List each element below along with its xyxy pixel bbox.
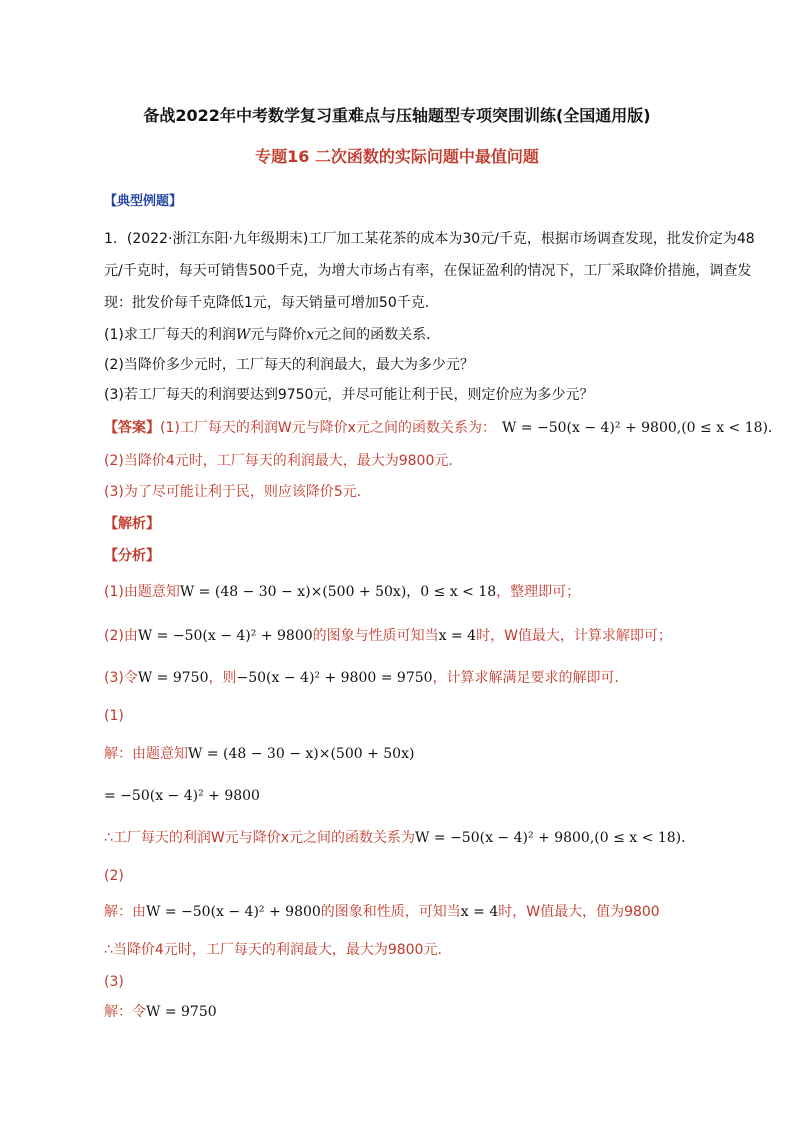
solution-3-text-a: 解：令 — [104, 1004, 146, 1020]
problem-line-2: 元/千克时，每天可销售500千克，为增大市场占有率，在保证盈利的情况下，工厂采取降价措施，调查发 — [104, 263, 752, 279]
question-1-var-x: x — [306, 327, 315, 343]
solution-part-1-label: (1) — [104, 708, 124, 724]
solution-1-line-1 — [104, 744, 414, 764]
fenxi-line-3 — [104, 668, 629, 688]
question-1-var-w: W — [235, 327, 251, 343]
fenxi-3-text-a: (3)令 — [104, 670, 138, 686]
answer-line-1 — [104, 418, 782, 438]
answer-1-text: (1)工厂每天的利润W元与降价x元之间的函数关系为： — [160, 420, 496, 436]
solution-1-line-2: = −50(x − 4)² + 9800 — [104, 788, 260, 804]
section-label: 【典型例题】 — [104, 194, 183, 209]
question-1-text-c: 元之间的函数关系． — [314, 327, 441, 343]
fenxi-1-text-a: (1)由题意知 — [104, 584, 180, 600]
fenxi-3-formula-2: −50(x − 4)² + 9800 = 9750 — [236, 670, 433, 686]
solution-1-formula: W = (48 − 30 − x)×(500 + 50x) — [188, 746, 415, 762]
fenxi-1-text-b: ，整理即可； — [496, 584, 581, 600]
fenxi-2-text-b: 的图象与性质可知当 — [312, 628, 439, 644]
solution-2-text-b: 的图象和性质，可知当 — [320, 904, 461, 920]
answer-1-formula: W = −50(x − 4)² + 9800,(0 ≤ x < 18)． — [501, 420, 783, 436]
solution-3-line-1 — [104, 1002, 217, 1022]
fenxi-2-text-a: (2)由 — [104, 628, 138, 644]
question-1-text-a: (1)求工厂每天的利润 — [104, 327, 236, 343]
fenxi-line-1 — [104, 582, 580, 602]
solution-3-formula: W = 9750 — [146, 1004, 217, 1020]
answer-label: 【答案】 — [104, 420, 160, 436]
fenxi-1-formula: W = (48 − 30 − x)×(500 + 50x)，0 ≤ x < 18 — [179, 584, 497, 600]
fenxi-line-2 — [104, 626, 672, 646]
fenxi-2-text-d: 时，W值最大，计算求解即可； — [476, 628, 672, 644]
question-2: (2)当降价多少元时，工厂每天的利润最大，最大为多少元？ — [104, 357, 474, 373]
solution-2-formula: W = −50(x − 4)² + 9800 — [146, 904, 321, 920]
solution-1-concl-formula: W = −50(x − 4)² + 9800,(0 ≤ x < 18)． — [415, 830, 696, 846]
solution-2-conclusion: ∴当降价4元时，工厂每天的利润最大，最大为9800元． — [104, 942, 452, 958]
fenxi-2-formula: W = −50(x − 4)² + 9800 — [137, 628, 313, 644]
question-1-text-b: 元与降价 — [250, 327, 307, 343]
answer-line-3: (3)为了尽可能让利于民，则应该降价5元． — [104, 484, 371, 500]
solution-1-text-a: 解：由题意知 — [104, 746, 188, 762]
fenxi-3-text-c: ，计算求解满足要求的解即可． — [432, 670, 629, 686]
answer-line-2: (2)当降价4元时，工厂每天的利润最大，最大为9800元． — [104, 453, 463, 469]
solution-2-text-d: 时，W值最大，值为9800 — [498, 904, 660, 920]
solution-part-3-label: (3) — [104, 974, 124, 990]
fenxi-label: 【分析】 — [104, 548, 160, 564]
document-title: 备战2022年中考数学复习重难点与压轴题型专项突围训练(全国通用版) — [143, 106, 651, 125]
solution-2-x: x = 4 — [460, 904, 499, 920]
fenxi-2-x: x = 4 — [438, 628, 477, 644]
solution-2-text-a: 解：由 — [104, 904, 146, 920]
problem-line-1: 1．(2022·浙江东阳·九年级期末)工厂加工某花茶的成本为30元/千克，根据市场调查发现，批发价定为48 — [104, 231, 755, 247]
problem-line-3: 现：批发价每千克降低1元，每天销量可增加50千克． — [104, 295, 439, 311]
question-1 — [104, 325, 440, 345]
solution-1-conclusion — [104, 828, 695, 848]
solution-1-concl-text: ∴工厂每天的利润W元与降价x元之间的函数关系为 — [104, 830, 416, 846]
fenxi-3-text-b: ，则 — [208, 670, 237, 686]
document-subtitle: 专题16 二次函数的实际问题中最值问题 — [255, 147, 539, 166]
solution-2-line-1 — [104, 902, 660, 922]
analysis-label: 【解析】 — [104, 516, 160, 532]
question-3: (3)若工厂每天的利润要达到9750元，并尽可能让利于民，则定价应为多少元？ — [104, 387, 594, 403]
solution-part-2-label: (2) — [104, 868, 124, 884]
fenxi-3-formula-1: W = 9750 — [137, 670, 209, 686]
